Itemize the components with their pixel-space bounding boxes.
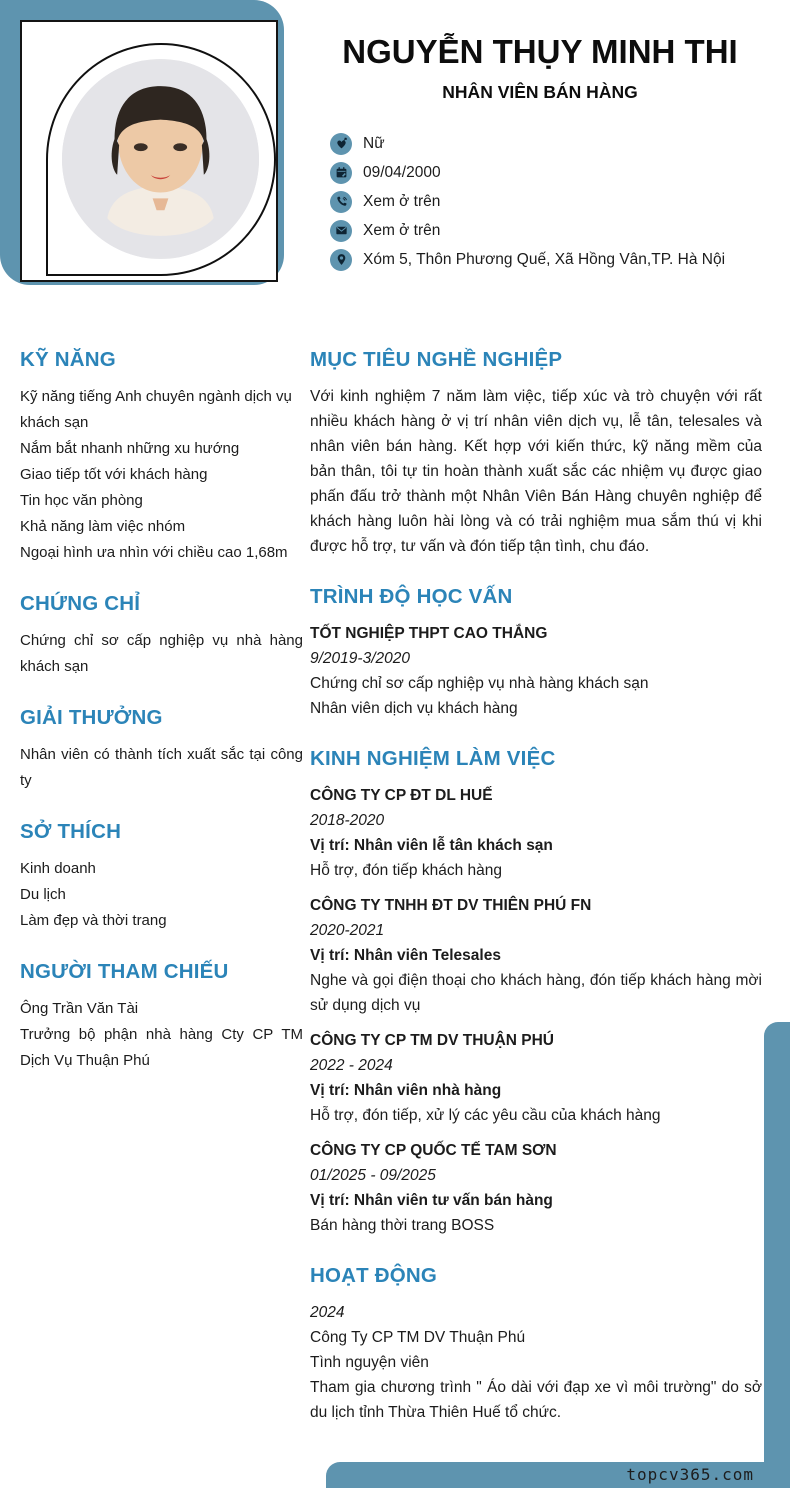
- awards-heading: GIẢI THƯỞNG: [20, 706, 163, 729]
- footer-bar: [326, 1462, 790, 1488]
- contact-address: [330, 245, 780, 274]
- job-position: Vị trí: Nhân viên tư vấn bán hàng: [310, 1192, 553, 1209]
- location-icon: [330, 249, 352, 271]
- section-certificates: [20, 592, 303, 680]
- award-item: Nhân viên có thành tích xuất sắc tại công ty: [20, 746, 303, 789]
- education-school: TỐT NGHIỆP THPT CAO THẮNG: [310, 625, 548, 642]
- skill-item: Tin học văn phòng: [20, 492, 143, 509]
- section-activities: [310, 1264, 762, 1425]
- job-period: 2020-2021: [310, 922, 385, 939]
- education-detail: Chứng chỉ sơ cấp nghiệp vụ nhà hàng khách sạn: [310, 675, 649, 692]
- photo-frame: [20, 20, 278, 282]
- left-column: [20, 348, 303, 1074]
- contact-birthdate: [330, 158, 780, 187]
- contact-birthdate-text: 09/04/2000: [363, 163, 441, 181]
- job-period: 01/2025 - 09/2025: [310, 1167, 436, 1184]
- reference-name: Ông Trần Văn Tài: [20, 1000, 139, 1017]
- activities-heading: HOẠT ĐỘNG: [310, 1264, 438, 1287]
- skills-heading: KỸ NĂNG: [20, 348, 116, 371]
- email-icon: [330, 220, 352, 242]
- hobby-item: Kinh doanh: [20, 860, 96, 877]
- skill-item: Nắm bắt nhanh những xu hướng: [20, 440, 240, 457]
- objective-text: Với kinh nghiệm 7 năm làm việc, tiếp xúc và trò chuyện với rất nhiều khách hàng ở vị trí nhân viên dịch vụ, lễ tân, telesales và nhân viên bán hàng. Kết hợp với kiến thức, kỹ năng mềm của bản thân, tôi tự tin hoàn thành xuất sắc các nhiệm vụ được giao phấn đấu trở thành một Nhân Viên Bán Hàng chuyên nghiệp để khách hàng luôn hài lòng và có trải nghiệm mua sắm thú vị khi được hỗ trợ, tư vấn và đón tiếp tận tình, chu đáo.: [310, 388, 762, 555]
- skill-item: Kỹ năng tiếng Anh chuyên ngành dịch vụ khách sạn: [20, 388, 292, 431]
- education-period: 9/2019-3/2020: [310, 650, 410, 667]
- candidate-name: NGUYỄN THỤY MINH THI: [342, 33, 738, 70]
- header: [300, 30, 780, 274]
- skill-item: Ngoại hình ưa nhìn với chiều cao 1,68m: [20, 544, 288, 561]
- experience-heading: KINH NGHIỆM LÀM VIỆC: [310, 747, 556, 770]
- job-period: 2022 - 2024: [310, 1057, 393, 1074]
- hobby-item: Làm đẹp và thời trang: [20, 912, 167, 929]
- contact-email-text: Xem ở trên: [363, 221, 441, 239]
- photo-outline: [46, 43, 276, 276]
- calendar-icon: [330, 162, 352, 184]
- section-objective: [310, 348, 762, 559]
- job-entry: [310, 783, 762, 883]
- job-title: NHÂN VIÊN BÁN HÀNG: [442, 82, 638, 102]
- phone-icon: [330, 191, 352, 213]
- job-position: Vị trí: Nhân viên lễ tân khách sạn: [310, 837, 553, 854]
- job-description: Nghe và gọi điện thoại cho khách hàng, đón tiếp khách hàng mời sử dụng dịch vụ: [310, 972, 762, 1014]
- job-company: CÔNG TY CP TM DV THUẬN PHÚ: [310, 1032, 554, 1049]
- job-period: 2018-2020: [310, 812, 385, 829]
- references-heading: NGƯỜI THAM CHIẾU: [20, 960, 229, 983]
- section-skills: [20, 348, 303, 566]
- contact-address-text: Xóm 5, Thôn Phương Quế, Xã Hồng Vân,TP. Hà Nội: [363, 250, 726, 268]
- job-description: Hỗ trợ, đón tiếp, xử lý các yêu cầu của khách hàng: [310, 1107, 661, 1124]
- activity-org: Công Ty CP TM DV Thuận Phú: [310, 1329, 526, 1346]
- skill-item: Giao tiếp tốt với khách hàng: [20, 466, 208, 483]
- contact-phone: [330, 187, 780, 216]
- section-awards: [20, 706, 303, 794]
- hobby-item: Du lịch: [20, 886, 66, 903]
- activity-role: Tình nguyện viên: [310, 1354, 429, 1371]
- job-entry: [310, 893, 762, 1018]
- contact-list: [300, 129, 780, 274]
- watermark: topcv365.com: [626, 1465, 754, 1484]
- education-detail: Nhân viên dịch vụ khách hàng: [310, 700, 518, 717]
- section-education: [310, 585, 762, 721]
- profile-photo: [62, 59, 259, 259]
- contact-gender-text: Nữ: [363, 134, 385, 152]
- gender-icon: [330, 133, 352, 155]
- certificate-item: Chứng chỉ sơ cấp nghiệp vụ nhà hàng khách sạn: [20, 632, 303, 675]
- education-heading: TRÌNH ĐỘ HỌC VẤN: [310, 585, 513, 608]
- certificates-heading: CHỨNG CHỈ: [20, 592, 141, 615]
- right-column: [310, 348, 762, 1425]
- skill-item: Khả năng làm việc nhóm: [20, 518, 186, 535]
- hobbies-heading: SỞ THÍCH: [20, 820, 122, 843]
- contact-phone-text: Xem ở trên: [363, 192, 441, 210]
- job-company: CÔNG TY TNHH ĐT DV THIÊN PHÚ FN: [310, 897, 592, 914]
- objective-heading: MỤC TIÊU NGHỀ NGHIỆP: [310, 348, 563, 371]
- section-experience: [310, 747, 762, 1238]
- contact-gender: [330, 129, 780, 158]
- activity-period: 2024: [310, 1304, 345, 1321]
- job-company: CÔNG TY CP QUỐC TẾ TAM SƠN: [310, 1142, 557, 1159]
- reference-org: Trưởng bộ phận nhà hàng Cty CP TM Dịch Vụ Thuận Phú: [20, 1026, 303, 1069]
- activity-description: Tham gia chương trình " Áo dài với đạp xe vì môi trường" do sở du lịch tỉnh Thừa Thiên Huế tổ chức.: [310, 1379, 762, 1421]
- job-company: CÔNG TY CP ĐT DL HUẾ: [310, 787, 493, 804]
- decorative-right-bar: [764, 1022, 790, 1488]
- section-hobbies: [20, 820, 303, 934]
- job-entry: [310, 1028, 762, 1128]
- avatar: [62, 59, 259, 259]
- job-description: Bán hàng thời trang BOSS: [310, 1217, 495, 1234]
- section-references: [20, 960, 303, 1074]
- job-entry: [310, 1138, 762, 1238]
- job-position: Vị trí: Nhân viên nhà hàng: [310, 1082, 502, 1099]
- job-position: Vị trí: Nhân viên Telesales: [310, 947, 501, 964]
- contact-email: [330, 216, 780, 245]
- job-description: Hỗ trợ, đón tiếp khách hàng: [310, 862, 502, 879]
